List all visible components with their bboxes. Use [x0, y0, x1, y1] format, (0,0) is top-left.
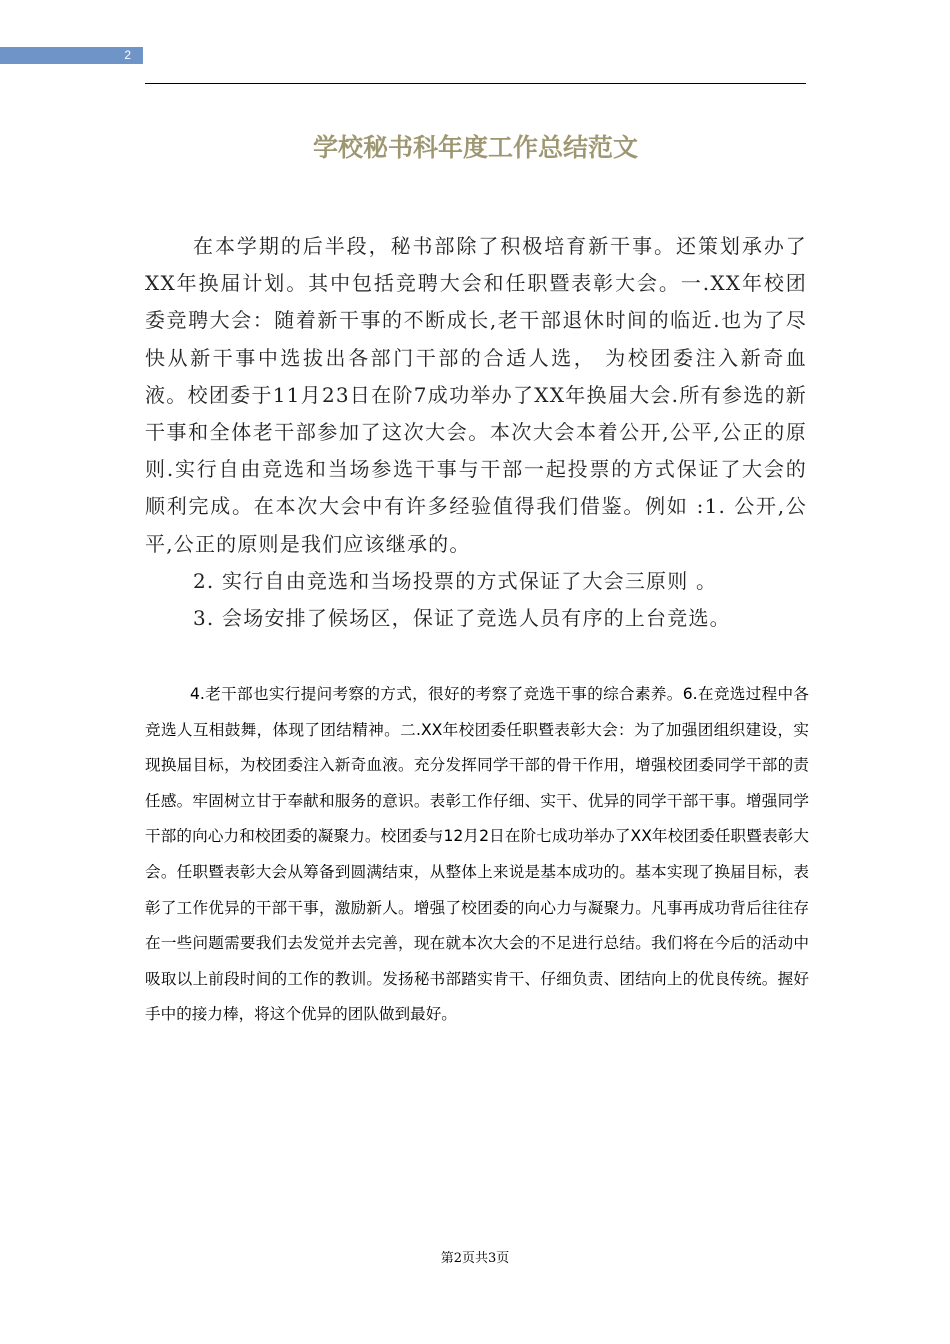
body-paragraph: 3. 会场安排了候场区，保证了竞选人员有序的上台竞选。 [193, 606, 731, 631]
body-paragraph-small: 4.老干部也实行提问考察的方式，很好的考察了竞选干事的综合素养。6.在竞选过程中各竞选人互相鼓舞，体现了团结精神。二.XX年校团委任职暨表彰大会：为了加强团组织建设，实现换届目标，为校团委注入新奇血液。充分发挥同学干部的骨干作用，增强校团委同学干部的责任感。牢固树立甘于奉献和服务的意识。表彰工作仔细、实干、优异的同学干部干事。增强同学干部的向心力和校团委的凝聚力。校团委与12月2日在阶七成功举办了XX年校团委任职暨表彰大会。任职暨表彰大会从筹备到圆满结束，从整体上来说是基本成功的。基本实现了换届目标，表彰了工作优异的干部干事，激励新人。增强了校团委的向心力与凝聚力。凡事再成功背后往往存在一些问题需要我们去发觉并去完善，现在就本次大会的不足进行总结。我们将在今后的活动中吸取以上前段时间的工作的教训。发扬秘书部踏实肯干、仔细负责、团结向上的优良传统。握好手中的接力棒，将这个优异的团队做到最好。 [145, 685, 809, 1024]
footer-page-label: 第2页共3页 [440, 1251, 510, 1266]
body-paragraph: 在本学期的后半段，秘书部除了积极培育新干事。还策划承办了XX年换届计划。其中包括竞聘大会和任职暨表彰大会。一.XX年校团委竞聘大会：随着新干事的不断成长,老干部退休时间的临近.也为了尽快从新干事中选拔出各部门干部的合适人选， 为校团委注入新奇血液。校团委于11月23日在阶7成功举办了XX年换届大会.所有参选的新 干事和全体老干部参加了这次大会。本次大会本着公开,公平,公正的原则.实行自由竞选和当场参选干事与干部一起投票的方式保证了大会的顺利完成。在本次大会中有许多经验值得我们借鉴。例如 :1. 公开,公平,公正的原则是我们应该继承的。 [145, 234, 807, 556]
page-number-badge: 2 [0, 47, 143, 64]
document-body [145, 228, 807, 637]
document-title: 学校秘书科年度工作总结范文 [312, 133, 638, 162]
header-divider [145, 83, 806, 84]
body-paragraph: 2. 实行自由竞选和当场投票的方式保证了大会三原则 。 [193, 568, 718, 593]
